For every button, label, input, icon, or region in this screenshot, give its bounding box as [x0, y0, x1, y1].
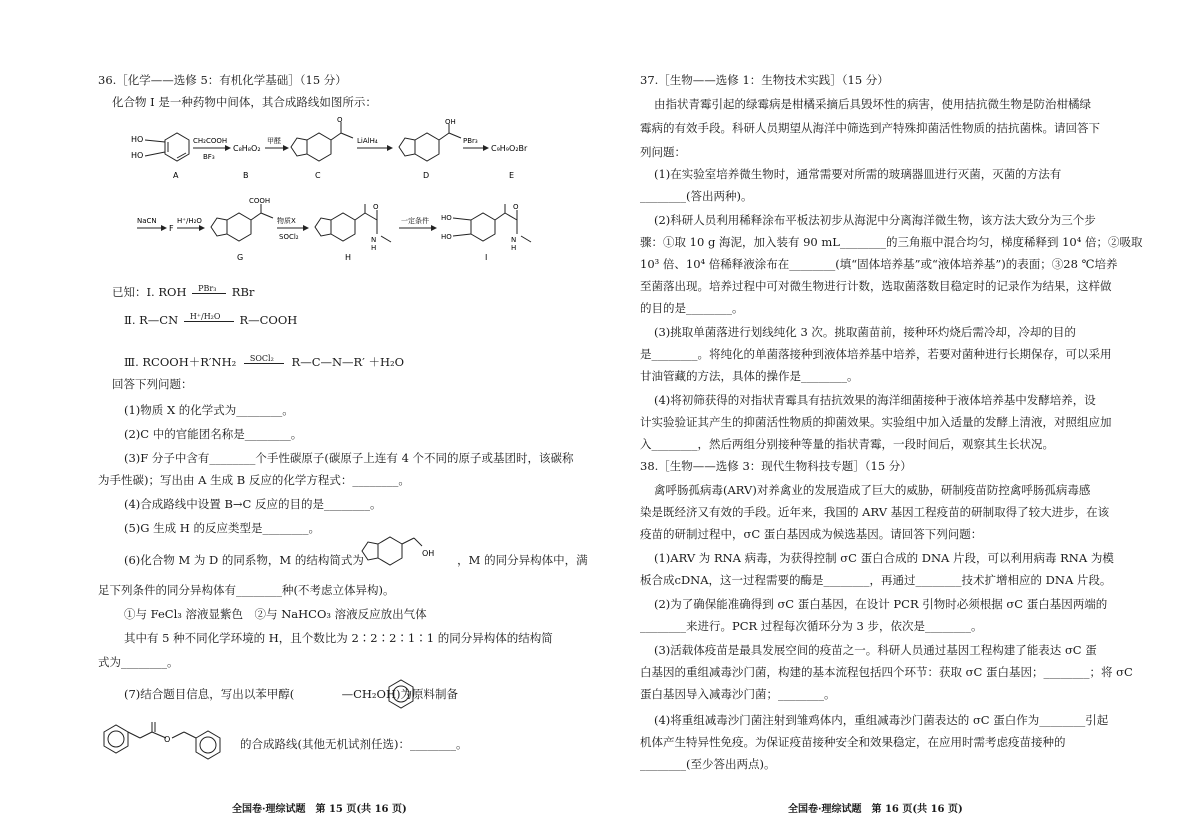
- f-label: F: [169, 224, 174, 233]
- known-2: [124, 312, 297, 328]
- q36-3a: (3)F 分子中含有________个手性碳原子(碳原子上连有 4 个不同的原子或基团时，该碳称: [124, 451, 574, 465]
- q37-1a: (1)在实验室培养微生物时，通常需要对所需的玻璃器皿进行灭菌，灭菌的方法有: [654, 167, 1062, 181]
- q38-4c: ________(至少答出两点)。: [640, 757, 776, 771]
- i-ho-bottom: HO: [441, 233, 452, 241]
- target-ester-structure: [98, 718, 238, 762]
- q38-title: 38.［生物——选修 3：现代生物科技专题］（15 分）: [640, 459, 912, 473]
- q37-1b: ________(答出两种)。: [640, 189, 753, 203]
- label-d: D: [423, 171, 430, 180]
- q36-4: (4)合成路线中设置 B→C 反应的目的是________。: [124, 497, 382, 511]
- a-ho-top: HO: [131, 135, 144, 144]
- q37-2a: (2)科研人员利用稀释涂布平板法初步从海泥中分离海洋微生物，该方法大致分为三个步: [654, 213, 1096, 227]
- reagent-gh-top: 物质X: [277, 217, 296, 225]
- g-cooh: COOH: [249, 197, 271, 205]
- label-e: E: [509, 171, 515, 180]
- known2-product: R—COOH: [239, 313, 298, 327]
- reagent-ab-bottom: BF₃: [203, 153, 215, 161]
- q37-4a: (4)将初筛获得的对指状青霉具有拮抗效果的海洋细菌接种于液体培养基中发酵培养，设: [654, 393, 1096, 407]
- q36-3b: 为手性碳)；写出由 A 生成 B 反应的化学方程式：________。: [98, 473, 410, 487]
- h-n: N: [371, 236, 377, 244]
- i-h: H: [511, 244, 517, 252]
- q37-3a: (3)挑取单菌落进行划线纯化 3 次。挑取菌苗前，接种环灼烧后需冷却，冷却的目的: [654, 325, 1076, 339]
- q37-2c: 10³ 倍、10⁴ 倍稀释液涂布在________(填“固体培养基”或“液体培养基”)的表面；③28 ℃培养: [640, 257, 1118, 271]
- q36-7a-part2: —CH₂OH)为原料制备: [341, 687, 458, 701]
- label-c: C: [315, 171, 321, 180]
- known1-product: RBr: [231, 285, 255, 299]
- q36-2: (2)C 中的官能团名称是________。: [124, 427, 303, 441]
- q36-6a-part2: ，M 的同分异构体中，满: [457, 553, 588, 567]
- q37-p3: 列问题：: [640, 145, 686, 159]
- q38-2b: ________来进行。PCR 过程每次循环分为 3 步，依次是________。: [640, 619, 983, 633]
- q38-r1: 禽呼肠孤病毒(ARV)对养禽业的发展造成了巨大的威胁，研制疫苗防控禽呼肠孤病毒感: [654, 483, 1091, 497]
- q37-2d: 至菌落出现。培养过程中可对微生物进行计数，选取菌落数目稳定时的记录作为结果，这样做: [640, 279, 1112, 293]
- q36-6d: 其中有 5 种不同化学环境的 H，且个数比为 2∶2∶2∶1∶1 的同分异构体的结构简: [124, 631, 553, 645]
- known2-arrow: [184, 311, 234, 322]
- q37-4c: 入________，然后两组分别接种等量的指状青霉，一段时间后，观察其生长状况。: [640, 437, 1054, 451]
- q38-2a: (2)为了确保能准确得到 σC 蛋白基因，在设计 PCR 引物时必须根据 σC 蛋白基因两端的: [654, 597, 1108, 611]
- reagent-de: PBr₃: [463, 137, 478, 145]
- compound-m-oh: OH: [422, 549, 435, 558]
- q36-6a-part1: (6)化合物 M 为 D 的同系物，M 的结构简式为: [124, 553, 364, 567]
- q38-4b: 机体产生特异性免疫。为保证疫苗接种安全和效果稳定，在应用时需考虑疫苗接种的: [640, 735, 1066, 749]
- reagent-fg: H⁺/H₂O: [177, 217, 202, 225]
- known2-reactant: Ⅱ. R—CN: [124, 313, 179, 327]
- reagent-hi: 一定条件: [401, 217, 429, 225]
- q38-r2: 染是既经济又有效的手段。近年来，我国的 ARV 基因工程疫苗的研制取得了较大进步，在该: [640, 505, 1110, 519]
- q36-1: (1)物质 X 的化学式为________。: [124, 403, 294, 417]
- footer-right: 全国卷·理综试题 第 16 页(共 16 页): [788, 804, 963, 815]
- q38-1b: 板合成cDNA，这一过程需要的酶是________，再通过________技术扩增相应的 DNA 片段。: [640, 573, 1112, 587]
- reagent-ef: NaCN: [137, 217, 157, 225]
- label-a: A: [173, 171, 179, 180]
- q38-3a: (3)活载体疫苗是最具发展空间的疫苗之一。科研人员通过基因工程构建了能表达 σC 蛋: [654, 643, 1097, 657]
- q36-title: 36.［化学——选修 5：有机化学基础］（15 分）: [98, 73, 347, 87]
- reagent-gh-bottom: SOCl₂: [279, 233, 299, 241]
- known1-reagent: PBr₃: [198, 283, 217, 293]
- known-1: [112, 284, 254, 300]
- q36-5: (5)G 生成 H 的反应类型是________。: [124, 521, 320, 535]
- q37-2e: 的目的是________。: [640, 301, 744, 315]
- reagent-ab-top: CH₂COOH: [193, 137, 228, 145]
- q36-7b: 的合成路线(其他无机试剂任选)：________。: [240, 737, 468, 751]
- synthesis-scheme-row2: [135, 196, 565, 268]
- c-o: O: [337, 116, 343, 124]
- known2-reagent: H⁺/H₂O: [189, 311, 221, 321]
- q36-6c: ①与 FeCl₃ 溶液显紫色 ②与 NaHCO₃ 溶液反应放出气体: [124, 607, 427, 621]
- q38-4a: (4)将重组减毒沙门菌注射到雏鸡体内，重组减毒沙门菌表达的 σC 蛋白作为________引起: [654, 713, 1109, 727]
- known1-reactant: 已知：Ⅰ. ROH: [112, 285, 187, 299]
- q36-7a-part1: (7)结合题目信息，写出以苯甲醇(: [124, 687, 295, 701]
- q36-6e: 式为________。: [98, 655, 179, 669]
- q37-title: 37.［生物——选修 1：生物技术实践］（15 分）: [640, 73, 889, 87]
- known3-product: R—C—N—R′ ＋H₂O: [291, 355, 405, 369]
- q38-3c: 蛋白基因导入减毒沙门菌；________。: [640, 687, 836, 701]
- q36-6b: 足下列条件的同分异构体有________种(不考虑立体异构)。: [98, 583, 395, 597]
- h-o: O: [373, 203, 379, 211]
- b-formula: C₈H₈O₂: [233, 144, 261, 153]
- i-o: O: [513, 203, 519, 211]
- known3-reagent: SOCl₂: [249, 353, 274, 363]
- q37-p1: 由指状青霉引起的绿霉病是柑橘采摘后具毁坏性的病害，使用拮抗微生物是防治柑橘绿: [654, 97, 1091, 111]
- known1-arrow: [192, 283, 226, 294]
- i-ho-top: HO: [441, 214, 452, 222]
- benzene-ring-icon: [383, 678, 419, 710]
- d-oh: OH: [445, 118, 456, 126]
- questions-intro: 回答下列问题：: [112, 377, 193, 391]
- a-ho-bottom: HO: [131, 151, 144, 160]
- q38-1a: (1)ARV 为 RNA 病毒，为获得控制 σC 蛋白合成的 DNA 片段，可以利用病毒 RNA 为模: [654, 551, 1114, 565]
- h-h: H: [371, 244, 377, 252]
- reagent-bc: 甲醛: [267, 137, 281, 145]
- e-formula: C₉H₉O₂Br: [491, 144, 528, 153]
- q37-4b: 计实验验证其产生的抑菌活性物质的抑菌效果。实验组中加入适量的发酵上清液，对照组应加: [640, 415, 1112, 429]
- q38-r3: 疫苗的研制过程中，σC 蛋白基因成为候选基因。请回答下列问题：: [640, 527, 983, 541]
- compound-m-icon: [352, 530, 435, 572]
- q37-3c: 甘油管藏的方法，具体的操作是________。: [640, 369, 859, 383]
- ester-o: O: [164, 735, 171, 744]
- reagent-cd: LiAlH₄: [357, 137, 378, 145]
- q38-3b: 白基因的重组减毒沙门菌，构建的基本流程包括四个环节：获取 σC 蛋白基因；________；将 σC: [640, 665, 1133, 679]
- known3-arrow: [244, 353, 284, 364]
- q37-2b: 骤：①取 10 g 海泥，加入装有 90 mL________的三角瓶中混合均匀，梯度稀释到 10⁴ 倍；②吸取: [640, 235, 1143, 249]
- known3-reactant: Ⅲ. RCOOH＋R′NH₂: [124, 355, 237, 369]
- i-n: N: [511, 236, 517, 244]
- known-3: [124, 354, 404, 370]
- label-i: I: [485, 253, 488, 262]
- q37-3b: 是________。将纯化的单菌落接种到液体培养基中培养，若要对菌种进行长期保存，可以采用: [640, 347, 1112, 361]
- footer-left: 全国卷·理综试题 第 15 页(共 16 页): [232, 804, 407, 815]
- synthesis-scheme-row1: [125, 118, 565, 190]
- label-b: B: [243, 171, 249, 180]
- label-h: H: [345, 253, 352, 262]
- label-g: G: [237, 253, 244, 262]
- q36-intro: 化合物 I 是一种药物中间体，其合成路线如图所示：: [112, 95, 377, 109]
- q37-p2: 霉病的有效手段。科研人员期望从海洋中筛选到产特殊抑菌活性物质的拮抗菌株。请回答下: [640, 121, 1100, 135]
